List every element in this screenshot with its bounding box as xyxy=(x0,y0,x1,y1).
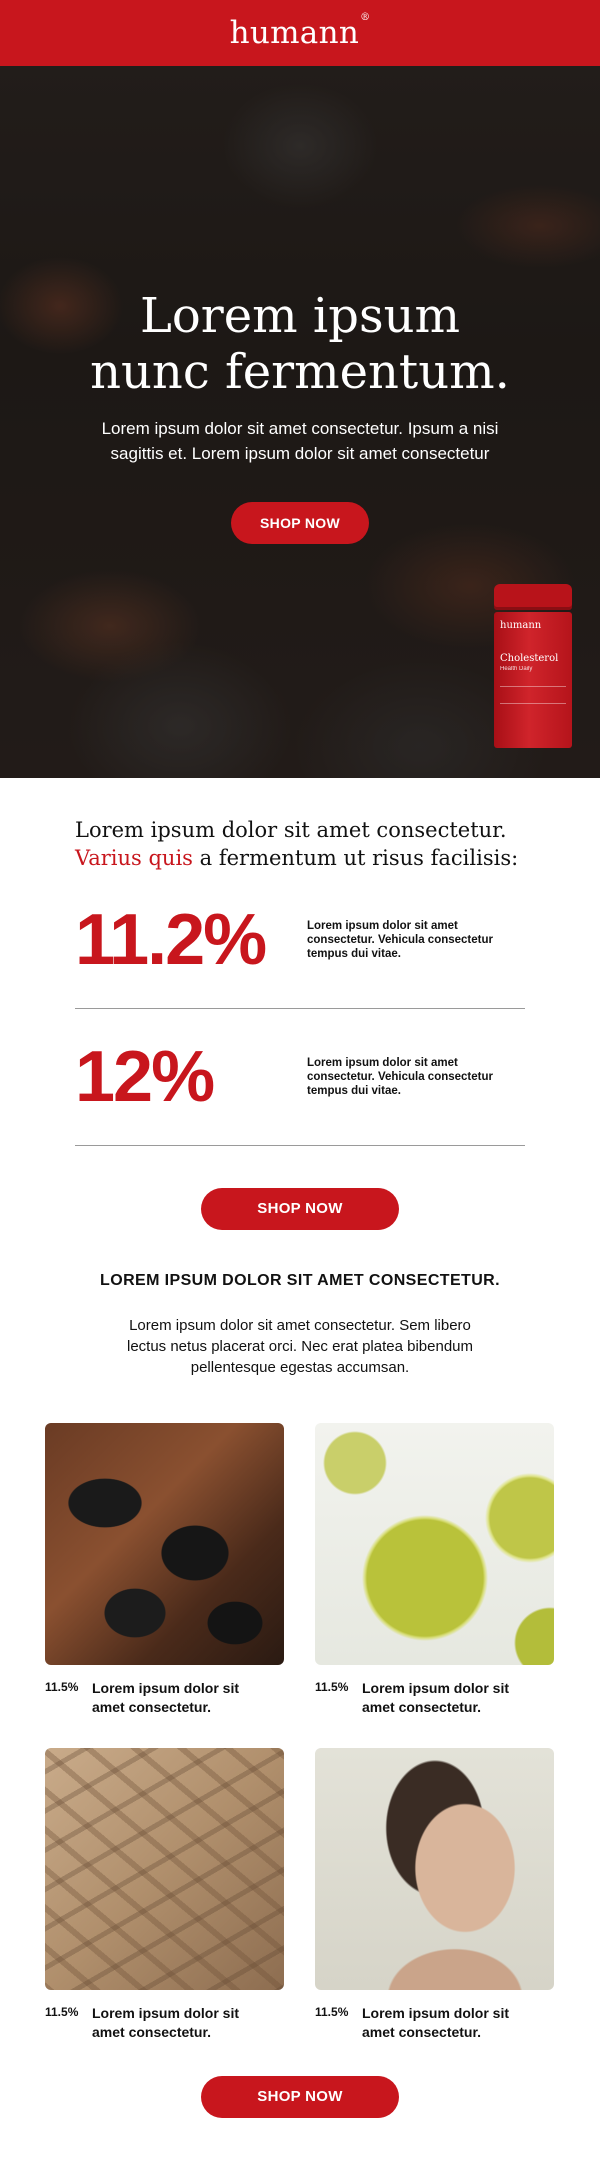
tile-label: Lorem ipsum dolor sit amet consectetur. xyxy=(92,1680,240,1715)
logo-text: humann xyxy=(229,15,360,51)
stats-intro xyxy=(75,816,525,872)
capsules-image xyxy=(45,1748,284,1990)
tile-label: Lorem ipsum dolor sit amet consectetur. xyxy=(362,2005,510,2040)
hero-banner xyxy=(0,66,600,778)
tile-caption xyxy=(315,2004,554,2042)
benefit-tile[interactable] xyxy=(45,1748,284,2042)
stat-value: 11.2% xyxy=(75,900,266,980)
stat-value: 12% xyxy=(75,1037,214,1117)
tile-caption xyxy=(45,2004,284,2042)
stats-intro-b: a fermentum ut risus facilisis: xyxy=(192,846,519,870)
section-text: Lorem ipsum dolor sit amet consectetur. Sem libero lectus netus placerat orci. Nec erat platea bibendum pellentesque egestas accumsan. xyxy=(126,1317,474,1376)
stats-intro-a: Lorem ipsum dolor sit amet consectetur. xyxy=(75,818,507,842)
stat-description: Lorem ipsum dolor sit amet consectetur. Vehicula consectetur tempus dui vitae. xyxy=(307,1057,493,1097)
tile-caption xyxy=(45,1679,284,1717)
bottle-label-lines xyxy=(500,686,566,704)
tile-label: Lorem ipsum dolor sit amet consectetur. xyxy=(362,1680,510,1715)
section-title: LOREM IPSUM DOLOR SIT AMET CONSECTETUR. xyxy=(100,1272,500,1289)
lime-slices-image xyxy=(315,1423,554,1665)
bottle-product-sub: Health Daily xyxy=(500,666,533,672)
tile-percent: 11.5% xyxy=(315,1680,349,1694)
bottle-product-name: Cholesterol xyxy=(500,653,559,664)
brand-logo[interactable] xyxy=(229,11,371,51)
benefit-tile[interactable] xyxy=(45,1423,284,1717)
bottle-cap xyxy=(494,584,572,610)
tile-percent: 11.5% xyxy=(315,2005,349,2019)
header-bar xyxy=(0,0,600,66)
woman-portrait-image xyxy=(315,1748,554,1990)
benefit-grid xyxy=(0,1423,600,2042)
bottle-label xyxy=(494,612,572,748)
tile-percent: 11.5% xyxy=(45,2005,79,2019)
benefit-tile[interactable] xyxy=(315,1748,554,2042)
tile-label: Lorem ipsum dolor sit amet consectetur. xyxy=(92,2005,240,2040)
benefit-tile[interactable] xyxy=(315,1423,554,1717)
registered-mark: ® xyxy=(360,11,371,23)
stats-shop-now-button[interactable]: SHOP NOW xyxy=(201,1188,399,1230)
stat-row xyxy=(75,1009,525,1146)
hero-shop-now-button[interactable]: SHOP NOW xyxy=(231,502,369,544)
stat-description: Lorem ipsum dolor sit amet consectetur. Vehicula consectetur tempus dui vitae. xyxy=(307,920,493,960)
stats-section xyxy=(0,778,600,1146)
hero-title: Lorem ipsum nunc fermentum. xyxy=(90,288,510,400)
tile-percent: 11.5% xyxy=(45,1680,79,1694)
hero-text: Lorem ipsum dolor sit amet consectetur. Ipsum a nisi sagittis et. Lorem ipsum dolor sit amet consectetur xyxy=(101,419,499,463)
stats-intro-highlight: Varius quis xyxy=(75,846,193,870)
product-bottle xyxy=(494,584,572,748)
footer-shop-now-button[interactable]: SHOP NOW xyxy=(201,2076,399,2118)
hero-content xyxy=(0,288,600,544)
charcoal-image xyxy=(45,1423,284,1665)
bottle-brand: humann xyxy=(500,620,542,631)
tile-caption xyxy=(315,1679,554,1717)
stat-row xyxy=(75,872,525,1009)
